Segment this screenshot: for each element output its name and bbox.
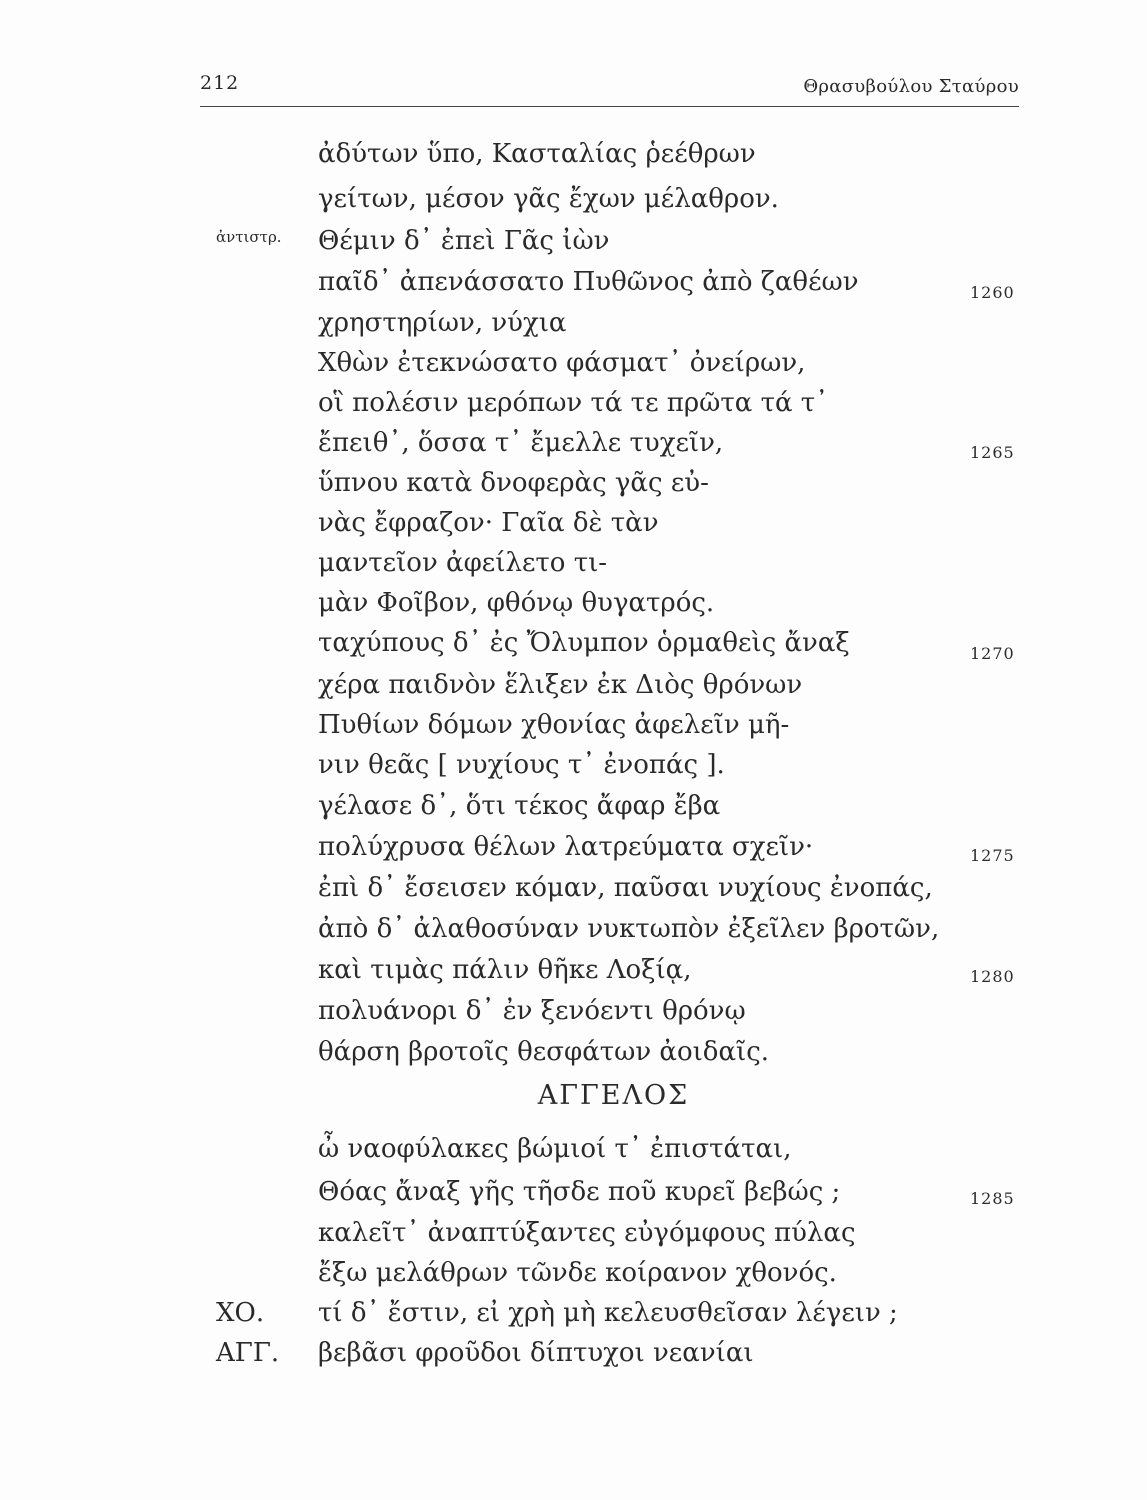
verse-line: βεβᾶσι φροῦδοι δίπτυχοι νεανίαι bbox=[318, 1338, 754, 1368]
line-number: 1280 bbox=[970, 967, 1015, 986]
verse-line: πολυάνορι δ᾽ ἐν ξενόεντι θρόνῳ bbox=[318, 996, 746, 1026]
verse-line: ἔξω μελάθρων τῶνδε κοίρανον χθονός. bbox=[318, 1258, 837, 1288]
verse-line: καλεῖτ᾽ ἀναπτύξαντες εὐγόμφους πύλας bbox=[318, 1218, 856, 1248]
verse-line: μὰν Φοῖβον, φθόνῳ θυγατρός. bbox=[318, 588, 715, 618]
verse-line: Θέμιν δ᾽ ἐπεὶ Γᾶς ἰὼν bbox=[318, 226, 610, 256]
verse-line: γείτων, μέσον γᾶς ἔχων μέλαθρον. bbox=[318, 184, 779, 214]
section-heading: ΑΓΓΕΛΟΣ bbox=[537, 1080, 690, 1111]
verse-line: ἐπὶ δ᾽ ἔσεισεν κόμαν, παῦσαι νυχίους ἐνοπάς, bbox=[318, 873, 933, 903]
verse-line: νιν θεᾶς [ νυχίους τ᾽ ἐνοπάς ]. bbox=[318, 750, 725, 780]
antistrophe-label: ἀντιστρ. bbox=[216, 228, 282, 246]
verse-line: παῖδ᾽ ἀπενάσσατο Πυθῶνος ἀπὸ ζαθέων bbox=[318, 267, 859, 297]
verse-line: καὶ τιμὰς πάλιν θῆκε Λοξίᾳ, bbox=[318, 955, 692, 985]
verse-line: ὦ ναοφύλακες βώμιοί τ᾽ ἐπιστάται, bbox=[318, 1134, 792, 1164]
speaker-messenger: ΑΓΓ. bbox=[216, 1338, 280, 1368]
verse-line: χέρα παιδνὸν ἕλιξεν ἐκ Διὸς θρόνων bbox=[318, 670, 803, 700]
verse-line: ἀδύτων ὕπο, Κασταλίας ῥεέθρων bbox=[318, 139, 756, 169]
line-number: 1285 bbox=[970, 1189, 1015, 1208]
verse-line: Θόας ἄναξ γῆς τῆσδε ποῦ κυρεῖ βεβώς ; bbox=[318, 1177, 841, 1207]
line-number: 1260 bbox=[970, 283, 1015, 302]
verse-line: ἔπειθ᾽, ὅσσα τ᾽ ἔμελλε τυχεῖν, bbox=[318, 428, 724, 458]
verse-line: ταχύπους δ᾽ ἐς Ὄλυμπον ὁρμαθεὶς ἄναξ bbox=[318, 628, 850, 658]
verse-line: νὰς ἔφραζον· Γαῖα δὲ τὰν bbox=[318, 508, 659, 538]
verse-line: χρηστηρίων, νύχια bbox=[318, 308, 567, 338]
verse-line: μαντεῖον ἀφείλετο τι- bbox=[318, 548, 608, 578]
verse-line: Χθὼν ἐτεκνώσατο φάσματ᾽ ὀνείρων, bbox=[318, 348, 806, 378]
running-head: Θρασυβούλου Σταύρου bbox=[803, 76, 1019, 97]
line-number: 1275 bbox=[970, 846, 1015, 865]
verse-line: ὕπνου κατὰ δνοφερὰς γᾶς εὐ- bbox=[318, 468, 709, 498]
verse-line: τί δ᾽ ἔστιν, εἰ χρὴ μὴ κελευσθεῖσαν λέγειν ; bbox=[318, 1298, 898, 1328]
line-number: 1270 bbox=[970, 644, 1015, 663]
page-header bbox=[200, 72, 1019, 107]
verse-line: οἳ πολέσιν μερόπων τά τε πρῶτα τά τ᾽ bbox=[318, 388, 829, 418]
speaker-chorus: ΧΟ. bbox=[216, 1298, 265, 1328]
verse-line: ἀπὸ δ᾽ ἀλαθοσύναν νυκτωπὸν ἐξεῖλεν βροτῶν, bbox=[318, 914, 940, 944]
verse-line: Πυθίων δόμων χθονίας ἀφελεῖν μῆ- bbox=[318, 710, 790, 740]
verse-line: γέλασε δ᾽, ὅτι τέκος ἄφαρ ἔβα bbox=[318, 791, 721, 821]
verse-line: πολύχρυσα θέλων λατρεύματα σχεῖν· bbox=[318, 832, 814, 862]
line-number: 1265 bbox=[970, 443, 1015, 462]
verse-line: θάρση βροτοῖς θεσφάτων ἀοιδαῖς. bbox=[318, 1037, 770, 1067]
page-number: 212 bbox=[200, 72, 240, 94]
